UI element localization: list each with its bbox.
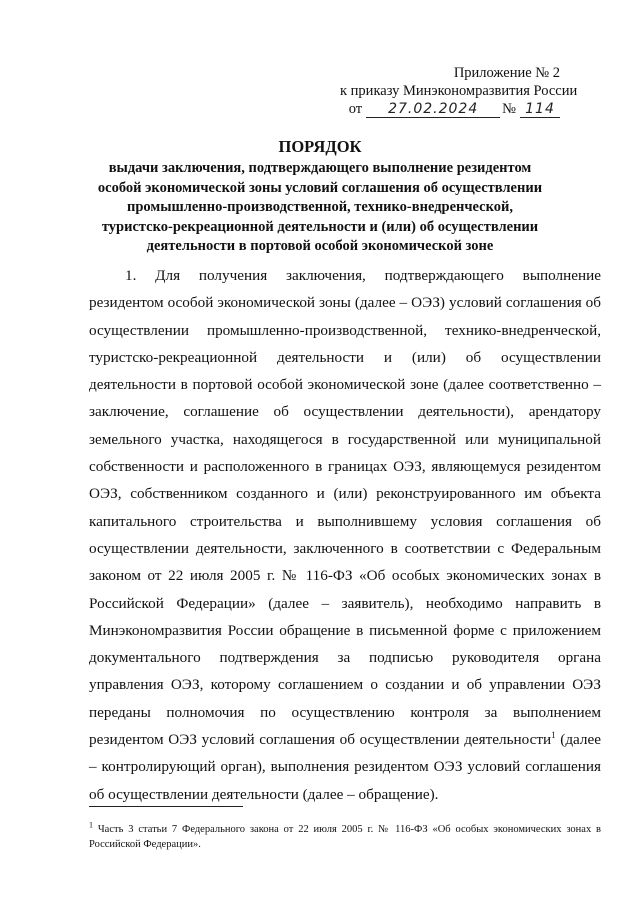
footnote-reference[interactable]: 1: [551, 729, 556, 740]
handwritten-order-number: 114: [520, 101, 560, 118]
paragraph-1-tail: (далее – контролирующий орган), выполнения резидентом ОЭЗ условий соглашения об осуществлении деятельности (далее – обращение).: [89, 731, 601, 803]
date-prefix: от: [348, 101, 363, 117]
paragraph-1: [89, 262, 601, 808]
footnote-text: Часть 3 статьи 7 Федерального закона от 22 июля 2005 г. № 116-ФЗ «Об особых экономических зонах в Российской Федерации».: [89, 824, 601, 850]
footnote: [89, 822, 601, 852]
paragraph-1-main: 1. Для получения заключения, подтверждающего выполнение резидентом особой экономической зоны (далее – ОЭЗ) условий соглашения об осуществлении промышленно-производственной, технико-внедренческой, туристско-рекреационной деятельности и (или) об осуществлении деятельности в портовой особой экономической зоне (далее соответственно – заключение, соглашение об осуществлении деятельности), арендатору земельного участка, находящегося в государственной или муниципальной собственности и расположенного в границах ОЭЗ, являющемуся резидентом ОЭЗ, собственником созданного и (или) реконструированного им объекта капитального строительства и выполнившему условия соглашения об осуществлении деятельности, заключенного в соответствии с Федеральным законом от 22 июля 2005 г. № 116-ФЗ «Об особых экономических зонах в Российской Федерации» (далее – заявитель), необходимо направить в Минэкономразвития России обращение в письменной форме с приложением документального подтверждения за подписью руководителя органа управления ОЭЗ, которому соглашением о создании и об управлении ОЭЗ переданы полномочия по осуществлению контроля за выполнением резидентом ОЭЗ условий соглашения об осуществлении деятельности: [89, 267, 601, 749]
footnote-separator: [89, 806, 243, 807]
document-heading: [90, 137, 550, 257]
heading-title: ПОРЯДОК: [278, 137, 362, 156]
appendix-title: Приложение № 2: [453, 65, 560, 81]
handwritten-date: 27.02.2024: [366, 101, 500, 118]
heading-subtitle: выдачи заключения, подтверждающего выполнение резидентом особой экономической зоны условий соглашения об осуществлении промышленно-производственной, технико-внедренческой, туристско-рекреационной деятельности и (или) об осуществлении деятельности в портовой особой экономической зоне: [97, 160, 543, 254]
number-prefix: №: [502, 101, 516, 117]
appendix-block: [340, 64, 578, 118]
appendix-order-reference: к приказу Минэкономразвития России: [340, 83, 578, 99]
footnote-marker: 1: [89, 820, 93, 830]
appendix-date-row: [340, 100, 560, 118]
